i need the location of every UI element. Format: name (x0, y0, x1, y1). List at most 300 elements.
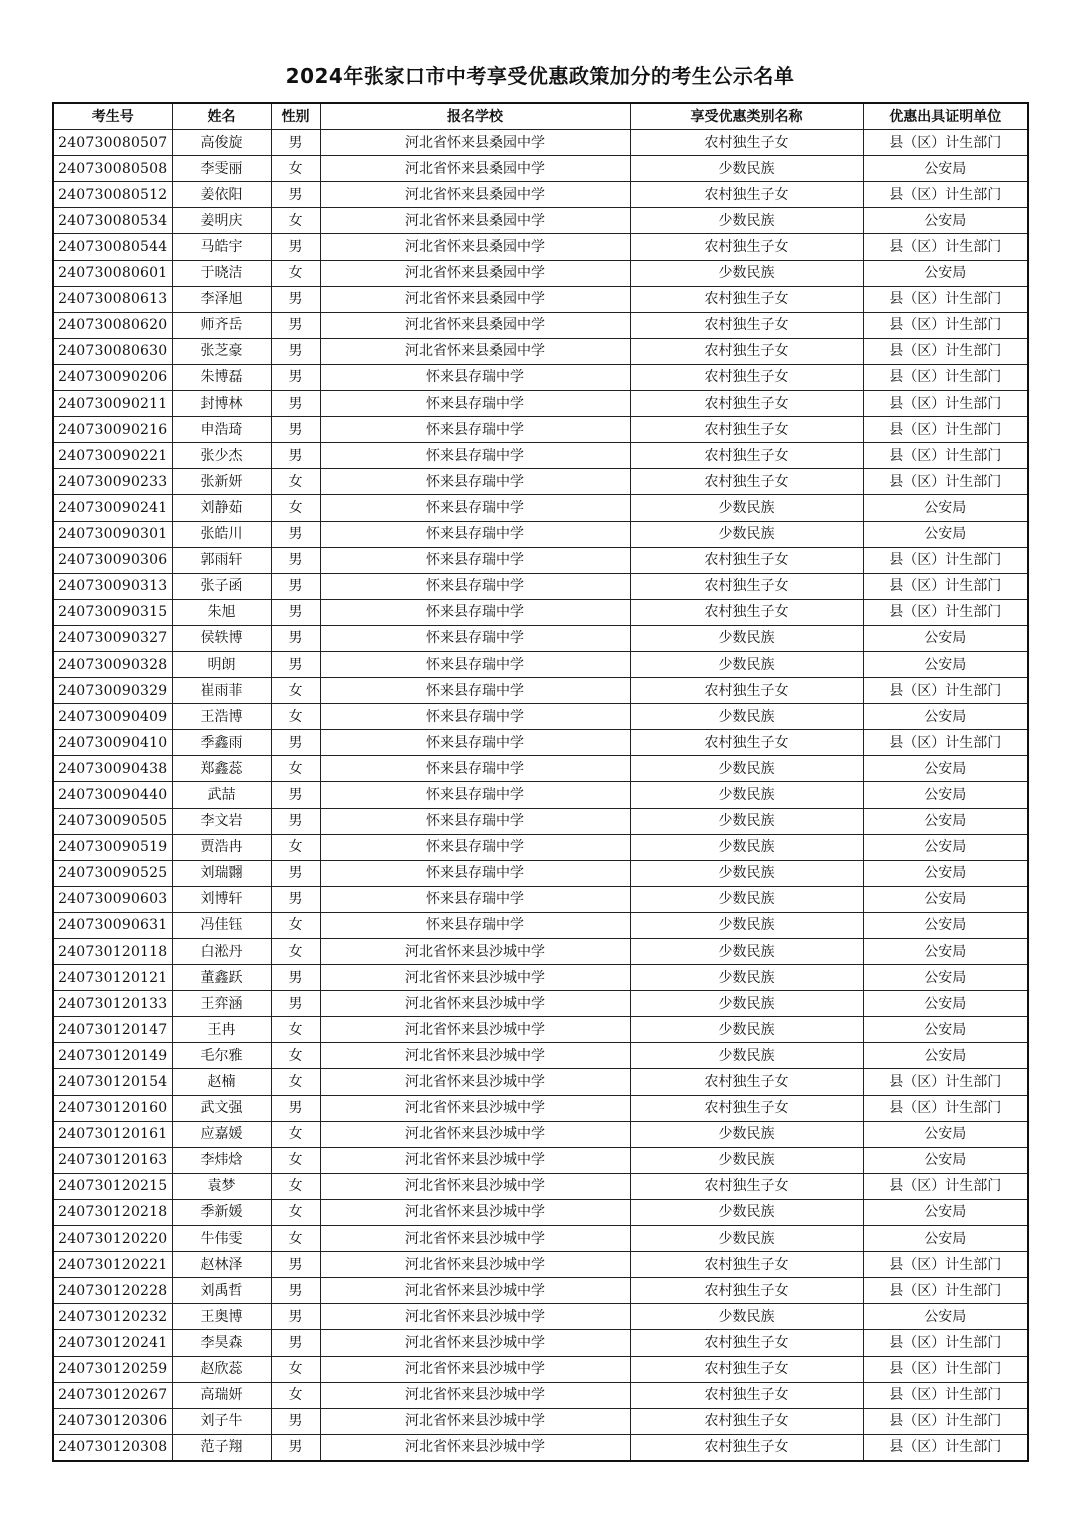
certifying-unit-cell: 公安局 (863, 1304, 1028, 1330)
exam-id-cell: 240730090206 (53, 364, 172, 390)
certifying-unit-cell: 公安局 (863, 651, 1028, 677)
school-cell: 河北省怀来县沙城中学 (320, 1121, 630, 1147)
table-row (53, 912, 1028, 938)
exam-id-cell: 240730120163 (53, 1147, 172, 1173)
certifying-unit-cell: 县（区）计生部门 (863, 443, 1028, 469)
benefit-type-cell: 农村独生子女 (630, 1278, 863, 1304)
name-cell: 毛尔雅 (172, 1043, 271, 1069)
benefit-type-cell: 农村独生子女 (630, 391, 863, 417)
name-cell: 白淞丹 (172, 939, 271, 965)
name-cell: 赵欣蕊 (172, 1356, 271, 1382)
benefit-type-cell: 少数民族 (630, 808, 863, 834)
name-cell: 季鑫雨 (172, 730, 271, 756)
gender-cell: 男 (271, 1252, 320, 1278)
school-cell: 怀来县存瑞中学 (320, 599, 630, 625)
benefit-type-cell: 农村独生子女 (630, 1173, 863, 1199)
school-cell: 怀来县存瑞中学 (320, 834, 630, 860)
benefit-type-cell: 农村独生子女 (630, 469, 863, 495)
benefit-type-cell: 农村独生子女 (630, 234, 863, 260)
certifying-unit-cell: 公安局 (863, 704, 1028, 730)
exam-id-cell: 240730080620 (53, 312, 172, 338)
benefit-type-cell: 少数民族 (630, 651, 863, 677)
school-cell: 河北省怀来县沙城中学 (320, 965, 630, 991)
certifying-unit-cell: 县（区）计生部门 (863, 1278, 1028, 1304)
certifying-unit-cell: 县（区）计生部门 (863, 1330, 1028, 1356)
certifying-unit-cell: 公安局 (863, 1226, 1028, 1252)
name-cell: 牛伟雯 (172, 1226, 271, 1252)
exam-id-cell: 240730090440 (53, 782, 172, 808)
gender-cell: 男 (271, 965, 320, 991)
certifying-unit-cell: 公安局 (863, 495, 1028, 521)
name-cell: 刘子牛 (172, 1408, 271, 1434)
table-row (53, 1095, 1028, 1121)
gender-cell: 男 (271, 547, 320, 573)
benefit-type-cell: 少数民族 (630, 1199, 863, 1225)
exam-id-cell: 240730120259 (53, 1356, 172, 1382)
benefit-type-cell: 少数民族 (630, 1121, 863, 1147)
school-cell: 河北省怀来县沙城中学 (320, 1356, 630, 1382)
benefit-type-cell: 少数民族 (630, 912, 863, 938)
gender-cell: 男 (271, 1095, 320, 1121)
table-row (53, 1382, 1028, 1408)
benefit-type-cell: 少数民族 (630, 1304, 863, 1330)
table-row (53, 208, 1028, 234)
table-row (53, 573, 1028, 599)
exam-id-cell: 240730120154 (53, 1069, 172, 1095)
table-row (53, 808, 1028, 834)
name-cell: 王弈涵 (172, 991, 271, 1017)
school-cell: 河北省怀来县沙城中学 (320, 1226, 630, 1252)
gender-cell: 女 (271, 912, 320, 938)
name-cell: 武文强 (172, 1095, 271, 1121)
table-row (53, 651, 1028, 677)
name-cell: 冯佳钰 (172, 912, 271, 938)
gender-cell: 女 (271, 939, 320, 965)
table-row (53, 599, 1028, 625)
gender-cell: 男 (271, 991, 320, 1017)
name-cell: 刘博轩 (172, 886, 271, 912)
school-cell: 怀来县存瑞中学 (320, 651, 630, 677)
table-row (53, 1226, 1028, 1252)
table-row (53, 991, 1028, 1017)
header-school: 报名学校 (320, 103, 630, 130)
table-row (53, 965, 1028, 991)
benefit-type-cell: 少数民族 (630, 495, 863, 521)
certifying-unit-cell: 公安局 (863, 756, 1028, 782)
certifying-unit-cell: 县（区）计生部门 (863, 338, 1028, 364)
certifying-unit-cell: 公安局 (863, 625, 1028, 651)
exam-id-cell: 240730090409 (53, 704, 172, 730)
school-cell: 河北省怀来县沙城中学 (320, 1278, 630, 1304)
exam-id-cell: 240730120267 (53, 1382, 172, 1408)
gender-cell: 男 (271, 1304, 320, 1330)
gender-cell: 男 (271, 1330, 320, 1356)
table-row (53, 886, 1028, 912)
name-cell: 申浩琦 (172, 417, 271, 443)
certifying-unit-cell: 公安局 (863, 1017, 1028, 1043)
gender-cell: 男 (271, 730, 320, 756)
certifying-unit-cell: 县（区）计生部门 (863, 1434, 1028, 1461)
benefit-type-cell: 少数民族 (630, 756, 863, 782)
certifying-unit-cell: 县（区）计生部门 (863, 1356, 1028, 1382)
name-cell: 张皓川 (172, 521, 271, 547)
name-cell: 封博林 (172, 391, 271, 417)
benefit-type-cell: 少数民族 (630, 704, 863, 730)
school-cell: 河北省怀来县桑园中学 (320, 312, 630, 338)
school-cell: 怀来县存瑞中学 (320, 521, 630, 547)
exam-id-cell: 240730090438 (53, 756, 172, 782)
certifying-unit-cell: 公安局 (863, 886, 1028, 912)
certifying-unit-cell: 县（区）计生部门 (863, 417, 1028, 443)
table-row (53, 782, 1028, 808)
header-certifying-unit: 优惠出具证明单位 (863, 103, 1028, 130)
gender-cell: 女 (271, 260, 320, 286)
school-cell: 怀来县存瑞中学 (320, 391, 630, 417)
exam-id-cell: 240730120218 (53, 1199, 172, 1225)
benefit-type-cell: 农村独生子女 (630, 678, 863, 704)
table-row (53, 286, 1028, 312)
school-cell: 河北省怀来县沙城中学 (320, 1252, 630, 1278)
table-row (53, 1434, 1028, 1461)
benefit-type-cell: 少数民族 (630, 1043, 863, 1069)
benefit-type-cell: 农村独生子女 (630, 1382, 863, 1408)
name-cell: 贾浩冉 (172, 834, 271, 860)
benefit-type-cell: 少数民族 (630, 625, 863, 651)
name-cell: 刘静茹 (172, 495, 271, 521)
gender-cell: 女 (271, 156, 320, 182)
gender-cell: 男 (271, 312, 320, 338)
table-row (53, 704, 1028, 730)
gender-cell: 男 (271, 860, 320, 886)
table-row (53, 1147, 1028, 1173)
gender-cell: 女 (271, 469, 320, 495)
name-cell: 季新媛 (172, 1199, 271, 1225)
school-cell: 怀来县存瑞中学 (320, 756, 630, 782)
benefit-type-cell: 农村独生子女 (630, 547, 863, 573)
certifying-unit-cell: 公安局 (863, 156, 1028, 182)
school-cell: 怀来县存瑞中学 (320, 808, 630, 834)
name-cell: 张少杰 (172, 443, 271, 469)
school-cell: 怀来县存瑞中学 (320, 495, 630, 521)
school-cell: 河北省怀来县沙城中学 (320, 939, 630, 965)
school-cell: 怀来县存瑞中学 (320, 364, 630, 390)
benefit-type-cell: 农村独生子女 (630, 130, 863, 156)
gender-cell: 女 (271, 1226, 320, 1252)
gender-cell: 男 (271, 599, 320, 625)
gender-cell: 女 (271, 1043, 320, 1069)
school-cell: 怀来县存瑞中学 (320, 678, 630, 704)
school-cell: 河北省怀来县沙城中学 (320, 1069, 630, 1095)
certifying-unit-cell: 县（区）计生部门 (863, 1408, 1028, 1434)
exam-id-cell: 240730120228 (53, 1278, 172, 1304)
benefit-type-cell: 少数民族 (630, 834, 863, 860)
exam-id-cell: 240730090211 (53, 391, 172, 417)
document-title: 2024年张家口市中考享受优惠政策加分的考生公示名单 (285, 64, 795, 88)
benefit-type-cell: 农村独生子女 (630, 443, 863, 469)
gender-cell: 女 (271, 678, 320, 704)
exam-id-cell: 240730090328 (53, 651, 172, 677)
gender-cell: 男 (271, 521, 320, 547)
school-cell: 河北省怀来县桑园中学 (320, 130, 630, 156)
school-cell: 怀来县存瑞中学 (320, 730, 630, 756)
name-cell: 刘瑞翾 (172, 860, 271, 886)
exam-id-cell: 240730080512 (53, 182, 172, 208)
benefit-type-cell: 农村独生子女 (630, 286, 863, 312)
name-cell: 应嘉媛 (172, 1121, 271, 1147)
benefit-type-cell: 少数民族 (630, 1017, 863, 1043)
table-row (53, 678, 1028, 704)
table-row (53, 1043, 1028, 1069)
school-cell: 怀来县存瑞中学 (320, 469, 630, 495)
school-cell: 河北省怀来县桑园中学 (320, 156, 630, 182)
exam-id-cell: 240730090603 (53, 886, 172, 912)
exam-id-cell: 240730090221 (53, 443, 172, 469)
exam-id-cell: 240730120133 (53, 991, 172, 1017)
name-cell: 师齐岳 (172, 312, 271, 338)
name-cell: 张子函 (172, 573, 271, 599)
table-row (53, 547, 1028, 573)
exam-id-cell: 240730090410 (53, 730, 172, 756)
header-row (53, 103, 1028, 130)
benefit-type-cell: 农村独生子女 (630, 1095, 863, 1121)
certifying-unit-cell: 县（区）计生部门 (863, 391, 1028, 417)
name-cell: 赵楠 (172, 1069, 271, 1095)
name-cell: 赵林泽 (172, 1252, 271, 1278)
gender-cell: 女 (271, 756, 320, 782)
school-cell: 河北省怀来县沙城中学 (320, 1304, 630, 1330)
gender-cell: 男 (271, 782, 320, 808)
gender-cell: 男 (271, 808, 320, 834)
name-cell: 刘禹哲 (172, 1278, 271, 1304)
school-cell: 河北省怀来县桑园中学 (320, 286, 630, 312)
name-cell: 马皓宇 (172, 234, 271, 260)
certifying-unit-cell: 县（区）计生部门 (863, 469, 1028, 495)
header-exam-id: 考生号 (53, 103, 172, 130)
benefit-type-cell: 农村独生子女 (630, 599, 863, 625)
exam-id-cell: 240730120241 (53, 1330, 172, 1356)
school-cell: 怀来县存瑞中学 (320, 912, 630, 938)
name-cell: 姜依阳 (172, 182, 271, 208)
name-cell: 侯轶博 (172, 625, 271, 651)
school-cell: 怀来县存瑞中学 (320, 573, 630, 599)
name-cell: 高俊旋 (172, 130, 271, 156)
table-row (53, 939, 1028, 965)
benefit-type-cell: 农村独生子女 (630, 1434, 863, 1461)
certifying-unit-cell: 县（区）计生部门 (863, 286, 1028, 312)
exam-id-cell: 240730120221 (53, 1252, 172, 1278)
exam-id-cell: 240730120308 (53, 1434, 172, 1461)
exam-id-cell: 240730080613 (53, 286, 172, 312)
school-cell: 怀来县存瑞中学 (320, 886, 630, 912)
name-cell: 袁梦 (172, 1173, 271, 1199)
certifying-unit-cell: 公安局 (863, 834, 1028, 860)
table-row (53, 1356, 1028, 1382)
gender-cell: 男 (271, 364, 320, 390)
benefit-type-cell: 农村独生子女 (630, 364, 863, 390)
school-cell: 河北省怀来县沙城中学 (320, 1043, 630, 1069)
benefit-type-cell: 农村独生子女 (630, 1356, 863, 1382)
name-cell: 明朗 (172, 651, 271, 677)
exam-id-cell: 240730090216 (53, 417, 172, 443)
certifying-unit-cell: 公安局 (863, 1199, 1028, 1225)
school-cell: 河北省怀来县沙城中学 (320, 1382, 630, 1408)
gender-cell: 女 (271, 1017, 320, 1043)
certifying-unit-cell: 县（区）计生部门 (863, 730, 1028, 756)
table-row (53, 260, 1028, 286)
name-cell: 董鑫跃 (172, 965, 271, 991)
certifying-unit-cell: 县（区）计生部门 (863, 573, 1028, 599)
gender-cell: 女 (271, 495, 320, 521)
certifying-unit-cell: 县（区）计生部门 (863, 1382, 1028, 1408)
certifying-unit-cell: 公安局 (863, 782, 1028, 808)
certifying-unit-cell: 公安局 (863, 208, 1028, 234)
certifying-unit-cell: 县（区）计生部门 (863, 1069, 1028, 1095)
exam-id-cell: 240730090241 (53, 495, 172, 521)
benefit-type-cell: 农村独生子女 (630, 730, 863, 756)
benefit-type-cell: 农村独生子女 (630, 1069, 863, 1095)
table-row (53, 860, 1028, 886)
exam-id-cell: 240730120306 (53, 1408, 172, 1434)
benefit-type-cell: 少数民族 (630, 1226, 863, 1252)
benefit-type-cell: 农村独生子女 (630, 417, 863, 443)
gender-cell: 男 (271, 286, 320, 312)
gender-cell: 女 (271, 704, 320, 730)
certifying-unit-cell: 县（区）计生部门 (863, 678, 1028, 704)
benefit-type-cell: 少数民族 (630, 260, 863, 286)
certifying-unit-cell: 公安局 (863, 260, 1028, 286)
gender-cell: 男 (271, 182, 320, 208)
table-row (53, 234, 1028, 260)
benefit-type-cell: 农村独生子女 (630, 312, 863, 338)
exam-id-cell: 240730090631 (53, 912, 172, 938)
exam-id-cell: 240730120160 (53, 1095, 172, 1121)
certifying-unit-cell: 县（区）计生部门 (863, 182, 1028, 208)
certifying-unit-cell: 县（区）计生部门 (863, 1252, 1028, 1278)
table-row (53, 1408, 1028, 1434)
certifying-unit-cell: 公安局 (863, 860, 1028, 886)
benefit-type-cell: 少数民族 (630, 208, 863, 234)
header-name: 姓名 (172, 103, 271, 130)
certifying-unit-cell: 县（区）计生部门 (863, 312, 1028, 338)
table-row (53, 1199, 1028, 1225)
certifying-unit-cell: 县（区）计生部门 (863, 1095, 1028, 1121)
school-cell: 怀来县存瑞中学 (320, 782, 630, 808)
certifying-unit-cell: 县（区）计生部门 (863, 130, 1028, 156)
table-header (53, 103, 1028, 130)
gender-cell: 男 (271, 1434, 320, 1461)
table-row (53, 730, 1028, 756)
gender-cell: 女 (271, 208, 320, 234)
table-row (53, 364, 1028, 390)
gender-cell: 女 (271, 1356, 320, 1382)
roster-table (52, 102, 1029, 1462)
exam-id-cell: 240730120118 (53, 939, 172, 965)
exam-id-cell: 240730120121 (53, 965, 172, 991)
gender-cell: 男 (271, 443, 320, 469)
exam-id-cell: 240730090525 (53, 860, 172, 886)
table-row (53, 312, 1028, 338)
benefit-type-cell: 少数民族 (630, 1147, 863, 1173)
benefit-type-cell: 少数民族 (630, 156, 863, 182)
name-cell: 于晓洁 (172, 260, 271, 286)
table-row (53, 391, 1028, 417)
name-cell: 高瑞妍 (172, 1382, 271, 1408)
gender-cell: 男 (271, 886, 320, 912)
gender-cell: 女 (271, 1199, 320, 1225)
table-row (53, 625, 1028, 651)
school-cell: 怀来县存瑞中学 (320, 704, 630, 730)
school-cell: 河北省怀来县桑园中学 (320, 338, 630, 364)
table-row (53, 756, 1028, 782)
name-cell: 李炜焓 (172, 1147, 271, 1173)
gender-cell: 男 (271, 573, 320, 599)
exam-id-cell: 240730120220 (53, 1226, 172, 1252)
exam-id-cell: 240730090505 (53, 808, 172, 834)
table-row (53, 156, 1028, 182)
name-cell: 姜明庆 (172, 208, 271, 234)
certifying-unit-cell: 县（区）计生部门 (863, 1173, 1028, 1199)
certifying-unit-cell: 公安局 (863, 912, 1028, 938)
exam-id-cell: 240730090327 (53, 625, 172, 651)
benefit-type-cell: 农村独生子女 (630, 1252, 863, 1278)
name-cell: 王冉 (172, 1017, 271, 1043)
name-cell: 范子翔 (172, 1434, 271, 1461)
gender-cell: 男 (271, 625, 320, 651)
name-cell: 郑鑫蕊 (172, 756, 271, 782)
table-row (53, 521, 1028, 547)
gender-cell: 男 (271, 130, 320, 156)
school-cell: 河北省怀来县沙城中学 (320, 1173, 630, 1199)
school-cell: 怀来县存瑞中学 (320, 417, 630, 443)
name-cell: 张新妍 (172, 469, 271, 495)
exam-id-cell: 240730080544 (53, 234, 172, 260)
gender-cell: 女 (271, 834, 320, 860)
table-row (53, 443, 1028, 469)
school-cell: 河北省怀来县沙城中学 (320, 1408, 630, 1434)
gender-cell: 男 (271, 391, 320, 417)
header-gender: 性别 (271, 103, 320, 130)
exam-id-cell: 240730090233 (53, 469, 172, 495)
table-row (53, 834, 1028, 860)
benefit-type-cell: 农村独生子女 (630, 1330, 863, 1356)
name-cell: 朱旭 (172, 599, 271, 625)
certifying-unit-cell: 县（区）计生部门 (863, 234, 1028, 260)
exam-id-cell: 240730090301 (53, 521, 172, 547)
certifying-unit-cell: 县（区）计生部门 (863, 364, 1028, 390)
table-row (53, 1304, 1028, 1330)
table-row (53, 1017, 1028, 1043)
gender-cell: 男 (271, 234, 320, 260)
gender-cell: 女 (271, 1382, 320, 1408)
certifying-unit-cell: 公安局 (863, 1147, 1028, 1173)
name-cell: 朱博磊 (172, 364, 271, 390)
table-row (53, 1278, 1028, 1304)
table-row (53, 1330, 1028, 1356)
benefit-type-cell: 少数民族 (630, 991, 863, 1017)
table-row (53, 469, 1028, 495)
benefit-type-cell: 少数民族 (630, 886, 863, 912)
exam-id-cell: 240730120149 (53, 1043, 172, 1069)
benefit-type-cell: 农村独生子女 (630, 338, 863, 364)
school-cell: 河北省怀来县沙城中学 (320, 1147, 630, 1173)
gender-cell: 男 (271, 651, 320, 677)
name-cell: 王浩博 (172, 704, 271, 730)
certifying-unit-cell: 公安局 (863, 808, 1028, 834)
exam-id-cell: 240730120147 (53, 1017, 172, 1043)
gender-cell: 女 (271, 1069, 320, 1095)
certifying-unit-cell: 公安局 (863, 939, 1028, 965)
school-cell: 河北省怀来县桑园中学 (320, 208, 630, 234)
